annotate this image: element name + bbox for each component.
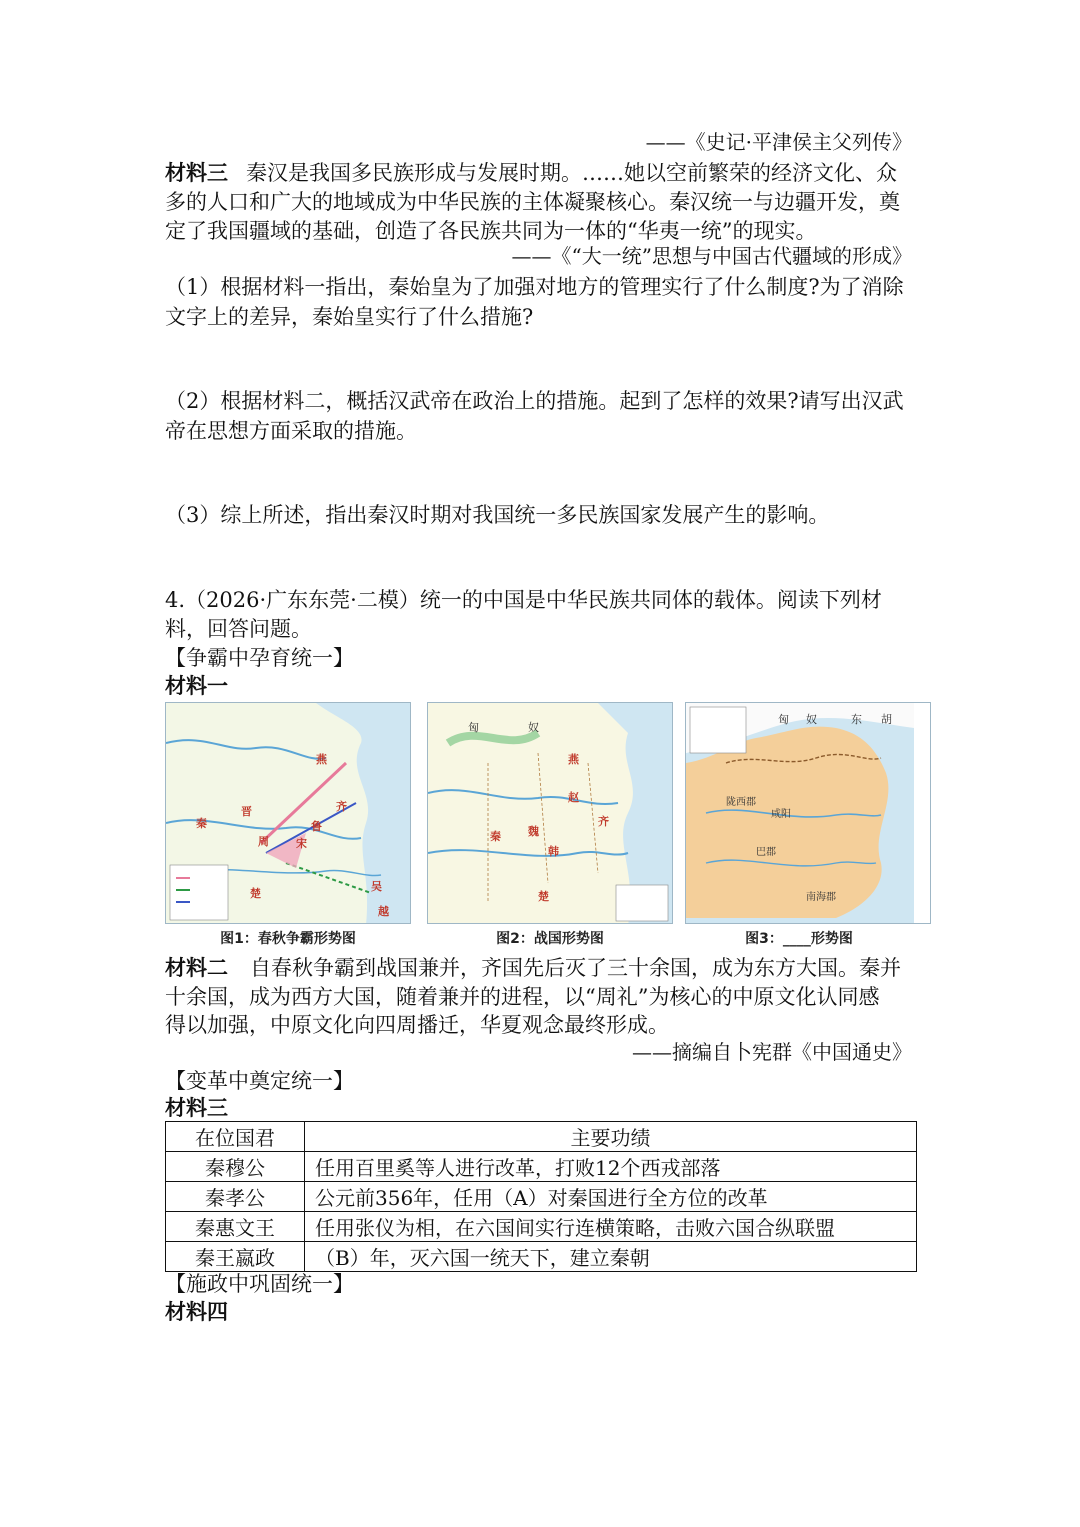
source-citation: ——《“大一统”思想与中国古代疆域的形成》 [511,244,912,268]
map-label: 匈 [778,713,789,726]
map-image [686,703,914,924]
material2-line-3: 得以加强，中原文化向四周播迁，华夏观念最终形成。 [165,1013,669,1037]
source-citation: ——摘编自卜宪群《中国通史》 [632,1040,912,1064]
table-cell: 秦穆公 [166,1152,305,1182]
table-cell: 秦孝公 [166,1182,305,1212]
material2-line-2: 十余国，成为西方大国，随着兼并的进程，以“周礼”为核心的中原文化认同感 [165,985,880,1009]
source-citation: ——《史记·平津侯主父列传》 [645,130,912,154]
table-row [166,1182,917,1212]
table-row [166,1152,917,1182]
map-label: 南海郡 [806,892,836,903]
map-label: 秦 [196,817,207,830]
map-label: 越 [378,905,389,918]
question-1-line-1: （1）根据材料一指出，秦始皇为了加强对地方的管理实行了什么制度?为了消除 [165,275,904,299]
question-4-line-1: 4.（2026·广东东莞·二模）统一的中国是中华民族共同体的载体。阅读下列材 [165,588,882,612]
map-label: 齐 [336,800,347,813]
question-1-line-2: 文字上的差异，秦始皇实行了什么措施? [165,305,534,329]
map-label: 奴 [528,721,539,734]
section-heading: 【争霸中孕育统一】 [165,646,354,670]
table-cell: 秦惠文王 [166,1212,305,1242]
achievements-table [165,1121,917,1272]
map-label: 韩 [548,845,559,858]
map-caption: 图3：____形势图 [745,931,853,947]
material3-line-3: 定了我国疆域的基础，创造了各民族共同为一体的“华夷一统”的现实。 [165,219,817,243]
material3-line-2: 多的人口和广大的地域成为中华民族的主体凝聚核心。秦汉统一与边疆开发，奠 [165,190,900,214]
table-cell: （B）年，灭六国一统天下，建立秦朝 [305,1242,917,1272]
map-label: 楚 [250,887,261,900]
table-cell: 任用张仪为相，在六国间实行连横策略，击败六国合纵联盟 [305,1212,917,1242]
question-3: （3）综上所述，指出秦汉时期对我国统一多民族国家发展产生的影响。 [165,503,830,527]
map-label: 吴 [371,880,382,893]
map-label: 东 [851,713,862,726]
material-label: 材料二 [165,956,228,980]
map-label: 胡 [881,713,892,726]
map-qin-dynasty [685,702,931,924]
table-cell: 秦王嬴政 [166,1242,305,1272]
map-label: 陇西郡 [726,797,756,808]
map-label: 匈 [468,721,479,734]
material-label: 材料三 [165,161,228,185]
table-row [166,1212,917,1242]
map-label: 鲁 [311,820,322,833]
material2-line-1 [165,953,901,983]
map-label: 齐 [598,815,609,828]
material-label: 材料四 [165,1300,228,1324]
map-label: 晋 [241,805,252,818]
section-heading: 【变革中奠定统一】 [165,1069,354,1093]
map-image [428,703,673,924]
table-header-row [166,1122,917,1152]
map-label: 秦 [490,830,501,843]
map-label: 楚 [538,890,549,903]
table-header: 主要功绩 [305,1122,917,1152]
table-header: 在位国君 [166,1122,305,1152]
map-label: 宋 [296,837,307,850]
section-heading: 【施政中巩固统一】 [165,1272,354,1296]
map-label: 燕 [568,753,579,766]
map-label: 咸阳 [771,809,791,820]
map-caption: 图1：春秋争霸形势图 [220,931,356,947]
table-cell: 公元前356年，任用（A）对秦国进行全方位的改革 [305,1182,917,1212]
map-caption: 图2：战国形势图 [496,931,604,947]
question-2-line-1: （2）根据材料二，概括汉武帝在政治上的措施。起到了怎样的效果?请写出汉武 [165,389,904,413]
table-cell: 任用百里奚等人进行改革，打败12个西戎部落 [305,1152,917,1182]
map-label: 赵 [568,791,579,804]
map-label: 巴郡 [756,847,776,858]
map-warring-states [427,702,673,924]
map-label: 奴 [806,713,817,726]
map-label: 魏 [528,825,539,838]
table-row [166,1242,917,1272]
map-label: 周 [258,835,269,848]
material-label: 材料三 [165,1096,228,1120]
text: 自春秋争霸到战国兼并，齐国先后灭了三十余国，成为东方大国。秦并 [250,956,901,980]
question-2-line-2: 帝在思想方面采取的措施。 [165,419,417,443]
material3-line-1 [165,158,897,188]
maps-row [165,702,913,947]
map-spring-autumn [165,702,411,924]
question-4-line-2: 料，回答问题。 [165,617,312,641]
material-label: 材料一 [165,674,228,698]
text: 秦汉是我国多民族形成与发展时期。……她以空前繁荣的经济文化、众 [246,161,897,185]
map-label: 燕 [316,753,327,766]
